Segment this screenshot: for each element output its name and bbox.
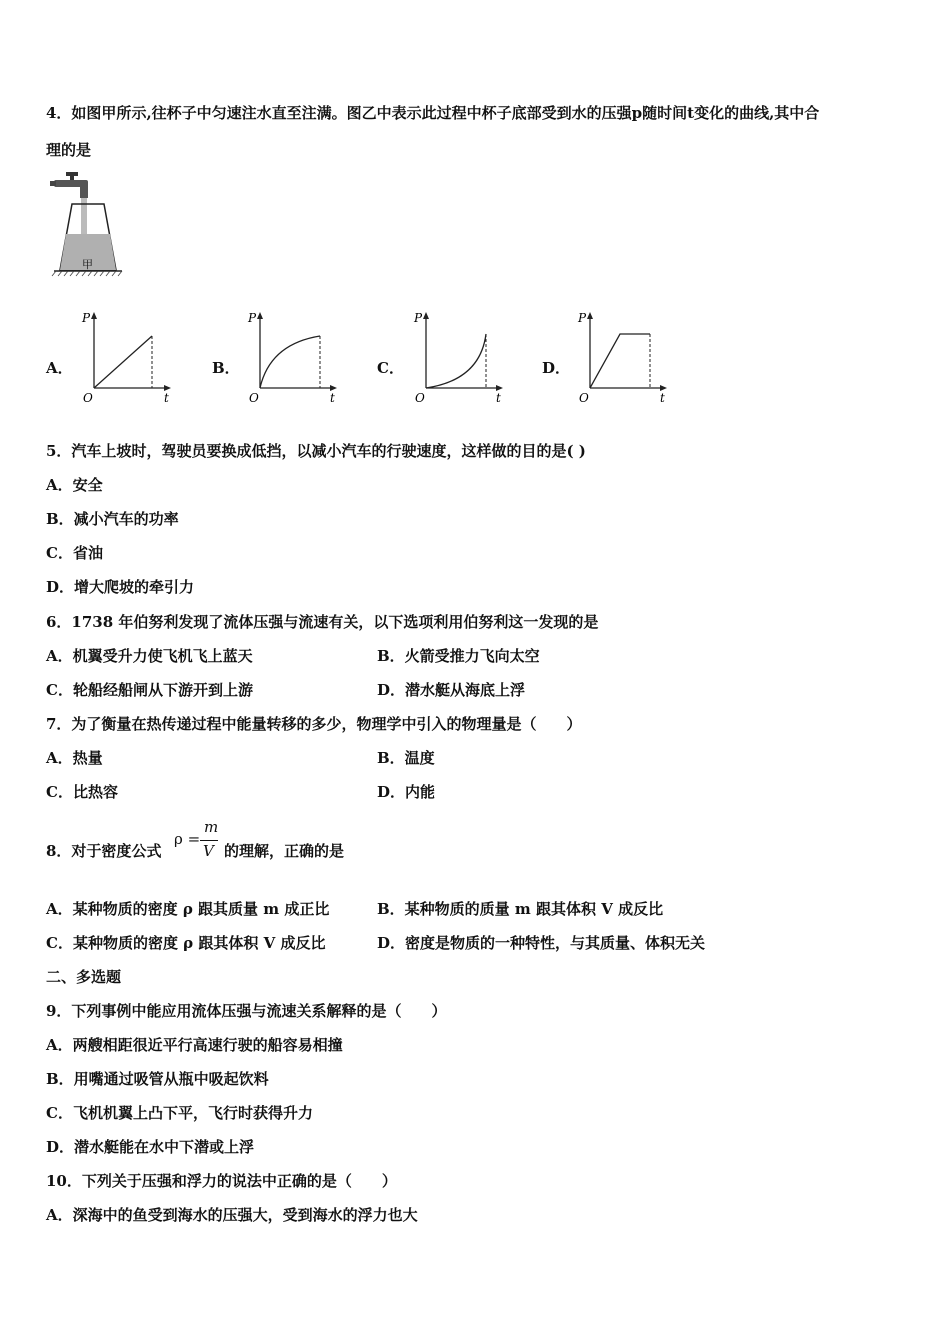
q4-option-d-label: D． [542,359,571,377]
q7-option-a: A．热量 [46,749,103,767]
q6-stem: 6．1738 年伯努利发现了流体压强与流速有关，以下选项利用伯努利这一发现的是 [46,613,599,631]
q8-option-d: D．密度是物质的一种特性，与其质量、体积无关 [377,934,706,952]
q8-option-b: B．某种物质的质量 m 跟其体积 V 成反比 [377,900,664,918]
q5-option-b: B．减小汽车的功率 [46,510,179,528]
q8-stem-prefix: 8．对于密度公式 [46,842,162,860]
section-multi-choice-heading: 二、多选题 [46,968,122,986]
q4-graph-a [80,310,175,405]
graph-b-origin: O [249,391,259,405]
q7-option-b: B．温度 [377,749,435,767]
q5-option-d: D．增大爬坡的牵引力 [46,578,195,596]
q8-stem-suffix: 的理解，正确的是 [224,842,345,860]
density-formula [174,818,224,864]
q10-stem: 10．下列关于压强和浮力的说法中正确的是（ ） [46,1172,397,1190]
graph-d-x-label: t [660,391,665,405]
graph-c-origin: O [415,391,425,405]
q6-option-c: C．轮船经船闸从下游开到上游 [46,681,253,699]
q7-option-d: D．内能 [377,783,436,801]
q4-stem-line2: 理的是 [46,141,92,159]
q5-option-a: A．安全 [46,476,103,494]
q9-stem: 9．下列事例中能应用流体压强与流速关系解释的是（ ） [46,1002,447,1020]
q4-option-c-label: C． [377,359,404,377]
q7-stem: 7．为了衡量在热传递过程中能量转移的多少，物理学中引入的物理量是（ ） [46,715,582,733]
q4-graph-d [576,310,671,405]
q9-option-b: B．用嘴通过吸管从瓶中吸起饮料 [46,1070,269,1088]
q9-option-d: D．潜水艇能在水中下潜或上浮 [46,1138,255,1156]
q9-option-c: C．飞机机翼上凸下平，飞行时获得升力 [46,1104,313,1122]
faucet-cup-figure [46,170,126,280]
q4-graph-c [412,310,507,405]
q9-option-a: A．两艘相距很近平行高速行驶的船容易相撞 [46,1036,343,1054]
q6-option-a: A．机翼受升力使飞机飞上蓝天 [46,647,253,665]
q4-option-a-label: A． [46,359,73,377]
q6-option-d: D．潜水艇从海底上浮 [377,681,526,699]
q6-option-b: B．火箭受推力飞向太空 [377,647,540,665]
formula-rho: ρ = [174,830,201,848]
q4-graph-b [246,310,341,405]
q5-option-c: C．省油 [46,544,103,562]
q10-option-a: A．深海中的鱼受到海水的压强大，受到海水的浮力也大 [46,1206,418,1224]
graph-d-origin: O [579,391,589,405]
graph-d-y-label: P [578,311,587,325]
q8-option-a: A．某种物质的密度 ρ 跟其质量 m 成正比 [46,900,330,918]
graph-a-x-label: t [164,391,169,405]
formula-denominator: V [203,842,214,860]
q5-stem: 5．汽车上坡时，驾驶员要换成低挡，以减小汽车的行驶速度，这样做的目的是( ) [46,442,586,460]
figure-label-jia: 甲 [82,258,93,271]
q8-option-c: C．某种物质的密度 ρ 跟其体积 V 成反比 [46,934,326,952]
graph-c-x-label: t [496,391,501,405]
formula-bar [200,840,218,841]
q4-option-b-label: B． [212,359,240,377]
q4-stem-line1: 4．如图甲所示,往杯子中匀速注水直至注满。图乙中表示此过程中杯子底部受到水的压强p随时间t变化的曲线,其中合 [46,104,820,122]
graph-b-x-label: t [330,391,335,405]
graph-a-y-label: P [82,311,91,325]
q7-option-c: C．比热容 [46,783,118,801]
graph-b-y-label: P [248,311,257,325]
graph-a-origin: O [83,391,93,405]
graph-c-y-label: P [414,311,423,325]
formula-numerator: m [204,818,219,836]
